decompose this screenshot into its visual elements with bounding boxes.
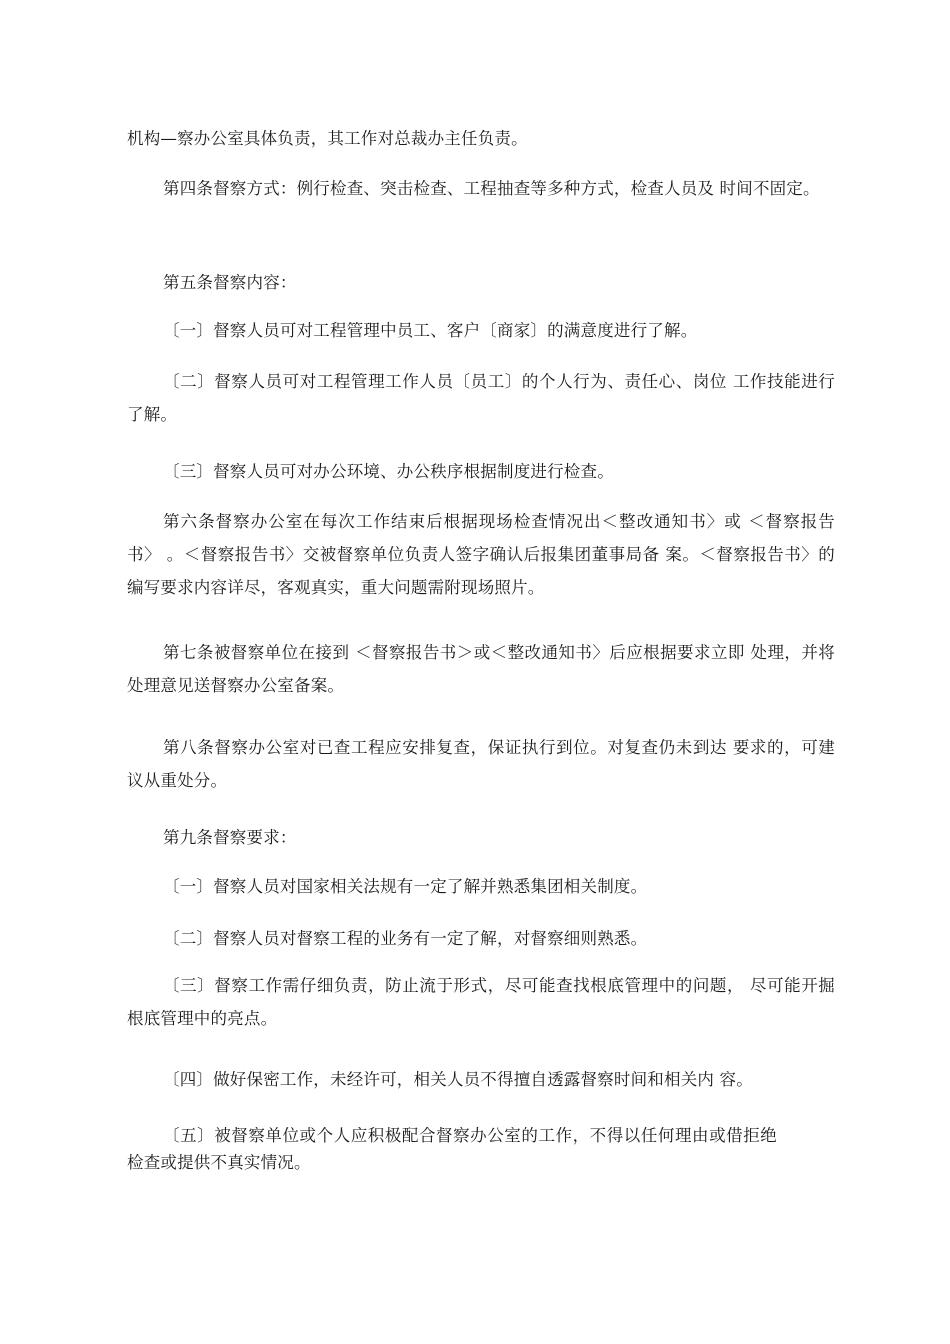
paragraph-article-9-item-3: 〔三〕督察工作需仔细负责，防止流于形式，尽可能查找根底管理中的问题， 尽可能开掘根底管理中的亮点。 bbox=[127, 976, 835, 1028]
paragraph-article-9: 第九条督察要求： bbox=[163, 828, 297, 847]
paragraph-article-9-item-4: 〔四〕做好保密工作，未经许可，相关人员不得擅自透露督察时间和相关内 容。 bbox=[163, 1070, 753, 1089]
paragraph-1: 机构—察办公室具体负责，其工作对总裁办主任负责。 bbox=[127, 129, 528, 148]
paragraph-article-5-item-2: 〔二〕督察人员可对工程管理工作人员〔员工〕的个人行为、责任心、岗位 工作技能进行了解。 bbox=[127, 372, 835, 424]
paragraph-article-5-item-1: 〔一〕督察人员可对工程管理中员工、客户〔商家〕的满意度进行了解。 bbox=[163, 321, 698, 340]
paragraph-article-5-item-3: 〔三〕督察人员可对办公环境、办公秩序根据制度进行检查。 bbox=[163, 462, 614, 481]
paragraph-article-8: 第八条督察办公室对已查工程应安排复查，保证执行到位。对复查仍未到达 要求的，可建议从重处分。 bbox=[127, 738, 835, 790]
paragraph-article-6: 第六条督察办公室在每次工作结束后根据现场检查情况出＜整改通知书〉或 ＜督察报告书〉 。＜督察报告书〉交被督察单位负责人签字确认后报集团董事局备 案。＜督察报告书〉的编写要求内容详尽，客观真实，重大问题需附现场照片。 bbox=[127, 512, 835, 597]
paragraph-article-9-item-5: 〔五〕被督察单位或个人应积极配合督察办公室的工作，不得以任何理由或借拒绝检查或提供不真实情况。 bbox=[127, 1126, 777, 1172]
paragraph-article-9-item-2: 〔二〕督察人员对督察工程的业务有一定了解，对督察细则熟悉。 bbox=[163, 929, 648, 948]
paragraph-article-7: 第七条被督察单位在接到 ＜督察报告书＞或＜整改通知书〉后应根据要求立即 处理，并将处理意见送督察办公室备案。 bbox=[127, 643, 835, 695]
paragraph-article-4: 第四条督察方式：例行检查、突击检查、工程抽查等多种方式，检查人员及 时间不固定。 bbox=[163, 179, 820, 198]
paragraph-article-5: 第五条督察内容： bbox=[163, 273, 297, 292]
paragraph-article-9-item-1: 〔一〕督察人员对国家相关法规有一定了解并熟悉集团相关制度。 bbox=[163, 877, 648, 896]
